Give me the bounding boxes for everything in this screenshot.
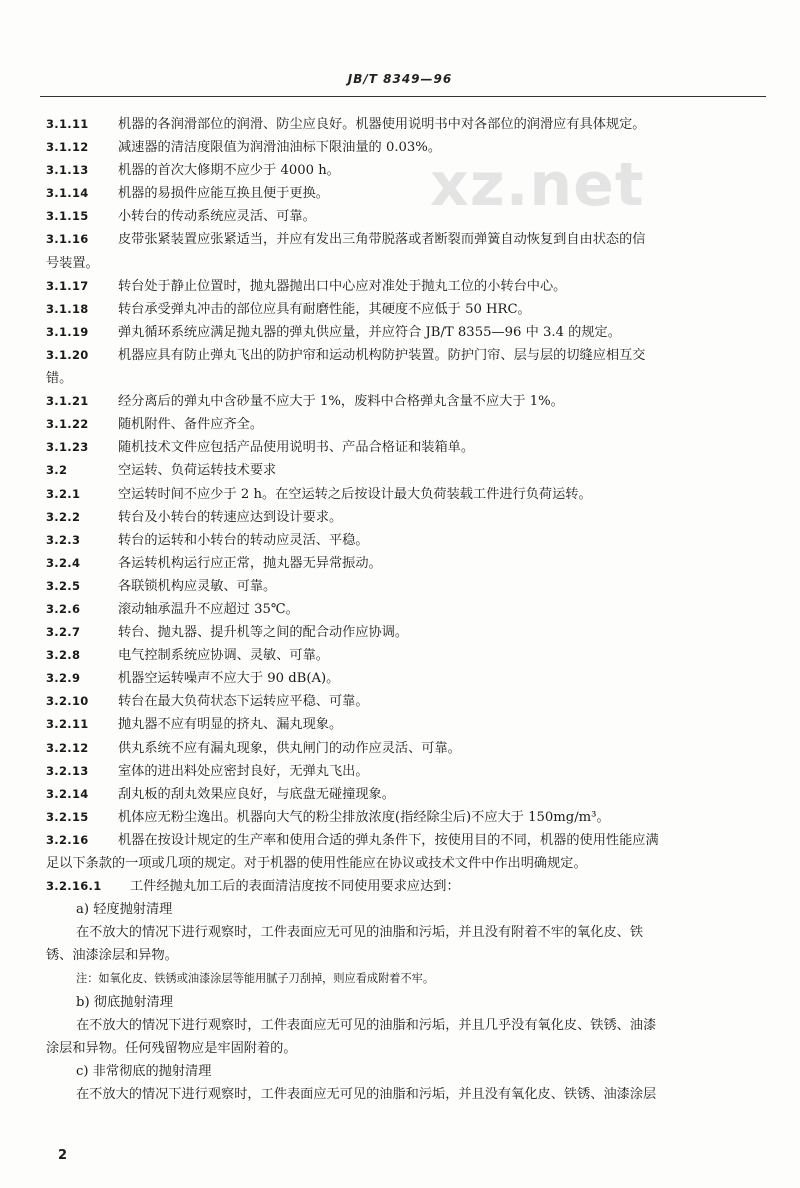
- clause-text: 随机技术文件应包括产品使用说明书、产品合格证和装箱单。: [118, 440, 475, 456]
- clause-text: 减速器的清洁度限值为润滑油油标下限油量的 0.03%。: [118, 140, 442, 156]
- text-line: [0, 898, 800, 921]
- watermark: xz.net: [430, 150, 645, 220]
- clause-number: 3.2.4: [46, 555, 81, 570]
- clause-line: [0, 713, 800, 736]
- clause-line: [0, 228, 800, 251]
- clause-text: 机器应具有防止弹丸飞出的防护帘和运动机构防护装置。防护门帘、层与层的切缝应相互交: [118, 347, 646, 363]
- clause-line: [0, 205, 800, 228]
- clause-text: 弹丸循环系统应满足抛丸器的弹丸供应量，并应符合 JB/T 8355—96 中 3.4 的规定。: [118, 324, 621, 340]
- clause-text: 机器的各润滑部位的润滑、防尘应良好。机器使用说明书中对各部位的润滑应有具体规定。: [118, 117, 646, 132]
- clause-number: 3.2.1: [46, 486, 81, 501]
- header-rule: [40, 96, 766, 97]
- clause-number: 3.2.11: [46, 717, 89, 732]
- paragraph-text: 在不放大的情况下进行观察时，工件表面应无可见的油脂和污垢，并且没有氧化皮、铁锈、油漆涂层: [76, 1086, 657, 1102]
- clause-text: 转台在最大负荷状态下运转应平稳、可靠。: [118, 694, 369, 710]
- clause-text: 空运转时间不应少于 2 h。在空运转之后按设计最大负荷装载工件进行负荷运转。: [118, 486, 592, 502]
- clause-line: [0, 275, 800, 298]
- text-line: [0, 991, 800, 1014]
- clause-number: 3.2.3: [46, 532, 81, 547]
- continuation-text: 涂层和异物。任何残留物应是牢固附着的。: [46, 1040, 297, 1056]
- clause-line: [0, 321, 800, 344]
- clause-text: 随机附件、备件应齐全。: [118, 417, 264, 433]
- clause-text: 小转台的传动系统应灵活、可靠。: [118, 209, 316, 225]
- clause-text: 滚动轴承温升不应超过 35℃。: [118, 601, 299, 617]
- clause-text: 各联锁机构应灵敏、可靠。: [118, 578, 277, 594]
- clause-number: 3.2.16.1: [46, 879, 102, 894]
- clause-number: 3.1.12: [46, 140, 89, 155]
- clause-line: [0, 159, 800, 182]
- clause-line: [0, 390, 800, 413]
- clause-number: 3.1.16: [46, 232, 89, 247]
- clause-number: 3.2.6: [46, 601, 81, 616]
- text-line: [0, 1060, 800, 1083]
- clause-number: 3.2.14: [46, 786, 89, 801]
- clause-line: [0, 667, 800, 690]
- clause-line: [0, 760, 800, 783]
- clause-number: 3.1.21: [46, 394, 89, 409]
- continuation-text: 足以下条款的一项或几项的规定。对于机器的使用性能应在协议或技术文件中作出明确规定。: [46, 856, 587, 871]
- clause-number: 3.1.23: [46, 440, 89, 455]
- clause-text: 转台及小转台的转速应达到设计要求。: [118, 509, 343, 525]
- document-body: [0, 113, 800, 1106]
- clause-text: 经分离后的弹丸中含砂量不应大于 1%，废料中合格弹丸含量不应大于 1%。: [118, 394, 564, 410]
- clause-line: [0, 783, 800, 806]
- clause-text: 各运转机构运行应正常，抛丸器无异常振动。: [118, 555, 382, 571]
- clause-number: 3.2.9: [46, 671, 81, 686]
- continuation-text: 错。: [46, 371, 73, 387]
- clause-line: [0, 644, 800, 667]
- clause-line: [0, 829, 800, 852]
- clause-text: 机器空运转噪声不应大于 90 dB(A)。: [118, 671, 340, 687]
- clause-number: 3.2.13: [46, 763, 89, 778]
- clause-number: 3.2.5: [46, 578, 81, 593]
- clause-line: [0, 598, 800, 621]
- text-line: [0, 944, 800, 967]
- clause-number: 3.2.8: [46, 648, 81, 663]
- standard-header: JB/T 8349—96: [347, 72, 453, 86]
- clause-text: 抛丸器不应有明显的挤丸、漏丸现象。: [118, 717, 343, 733]
- text-line: [0, 852, 800, 875]
- clause-number: 3.1.14: [46, 186, 89, 201]
- clause-number: 3.1.15: [46, 209, 89, 224]
- page-number: 2: [58, 1148, 68, 1163]
- continuation-text: 锈、油漆涂层和异物。: [46, 948, 178, 964]
- text-line: [0, 252, 800, 275]
- continuation-text: 号装置。: [46, 255, 99, 271]
- subitem-heading: c) 非常彻底的抛射清理: [76, 1063, 212, 1079]
- text-line: [0, 1083, 800, 1106]
- clause-text: 电气控制系统应协调、灵敏、可靠。: [118, 648, 329, 664]
- clause-line: [0, 436, 800, 459]
- clause-line: [0, 621, 800, 644]
- clause-number: 3.2.2: [46, 509, 81, 524]
- clause-line: [0, 459, 800, 482]
- clause-line: [0, 506, 800, 529]
- clause-text: 机器的首次大修期不应少于 4000 h。: [118, 163, 340, 179]
- clause-number: 3.1.18: [46, 301, 89, 316]
- clause-line: [0, 552, 800, 575]
- clause-line: [0, 875, 800, 898]
- clause-number: 3.1.20: [46, 347, 89, 362]
- clause-line: [0, 298, 800, 321]
- paragraph-text: 在不放大的情况下进行观察时，工件表面应无可见的油脂和污垢，并且几乎没有氧化皮、铁锈、油漆: [76, 1017, 657, 1033]
- clause-line: [0, 575, 800, 598]
- text-line: [0, 1037, 800, 1060]
- clause-text: 转台的运转和小转台的转动应灵活、平稳。: [118, 532, 369, 548]
- note-line: [0, 967, 800, 990]
- clause-text: 刮丸板的刮丸效果应良好，与底盘无碰撞现象。: [118, 786, 395, 802]
- clause-text: 机体应无粉尘逸出。机器向大气的粉尘排放浓度(指经除尘后)不应大于 150mg/m³。: [118, 809, 610, 825]
- clause-line: [0, 806, 800, 829]
- subitem-heading: a) 轻度抛射清理: [76, 902, 173, 918]
- clause-text: 工件经抛丸加工后的表面清洁度按不同使用要求应达到：: [130, 879, 460, 895]
- subitem-heading: b) 彻底抛射清理: [76, 994, 173, 1010]
- clause-text: 室体的进出料处应密封良好，无弹丸飞出。: [118, 763, 369, 779]
- clause-text: 皮带张紧装置应张紧适当，并应有发出三角带脱落或者断裂而弹簧自动恢复到自由状态的信: [118, 232, 646, 248]
- clause-number: 3.2.12: [46, 740, 89, 755]
- clause-number: 3.2.15: [46, 809, 89, 824]
- clause-text: 转台承受弹丸冲击的部位应具有耐磨性能，其硬度不应低于 50 HRC。: [118, 301, 531, 317]
- clause-number: 3.1.22: [46, 417, 89, 432]
- paragraph-text: 在不放大的情况下进行观察时，工件表面应无可见的油脂和污垢，并且没有附着不牢的氧化皮、铁: [76, 925, 644, 941]
- clause-text: 转台、抛丸器、提升机等之间的配合动作应协调。: [118, 625, 409, 641]
- clause-line: [0, 413, 800, 436]
- clause-line: [0, 737, 800, 760]
- clause-number: 3.2: [46, 463, 68, 478]
- text-line: [0, 1014, 800, 1037]
- clause-line: [0, 136, 800, 159]
- clause-line: [0, 113, 800, 136]
- clause-number: 3.2.16: [46, 832, 89, 847]
- clause-number: 3.1.13: [46, 163, 89, 178]
- clause-text: 机器的易损件应能互换且便于更换。: [118, 186, 329, 202]
- clause-line: [0, 529, 800, 552]
- clause-line: [0, 483, 800, 506]
- clause-text: 转台处于静止位置时，抛丸器抛出口中心应对准处于抛丸工位的小转台中心。: [118, 278, 567, 294]
- clause-number: 3.1.17: [46, 278, 89, 293]
- clause-text: 供丸系统不应有漏丸现象，供丸闸门的动作应灵活、可靠。: [118, 740, 461, 756]
- note-text: 注：如氧化皮、铁锈或油漆涂层等能用腻子刀刮掉，则应看成附着不牢。: [76, 972, 435, 986]
- text-line: [0, 921, 800, 944]
- clause-line: [0, 182, 800, 205]
- clause-text: 空运转、负荷运转技术要求: [118, 463, 277, 479]
- clause-line: [0, 690, 800, 713]
- clause-number: 3.2.10: [46, 694, 89, 709]
- text-line: [0, 367, 800, 390]
- clause-number: 3.2.7: [46, 625, 81, 640]
- clause-number: 3.1.11: [46, 117, 89, 131]
- clause-text: 机器在按设计规定的生产率和使用合适的弹丸条件下，按使用目的不同，机器的使用性能应满: [118, 832, 659, 848]
- clause-number: 3.1.19: [46, 324, 89, 339]
- clause-line: [0, 344, 800, 367]
